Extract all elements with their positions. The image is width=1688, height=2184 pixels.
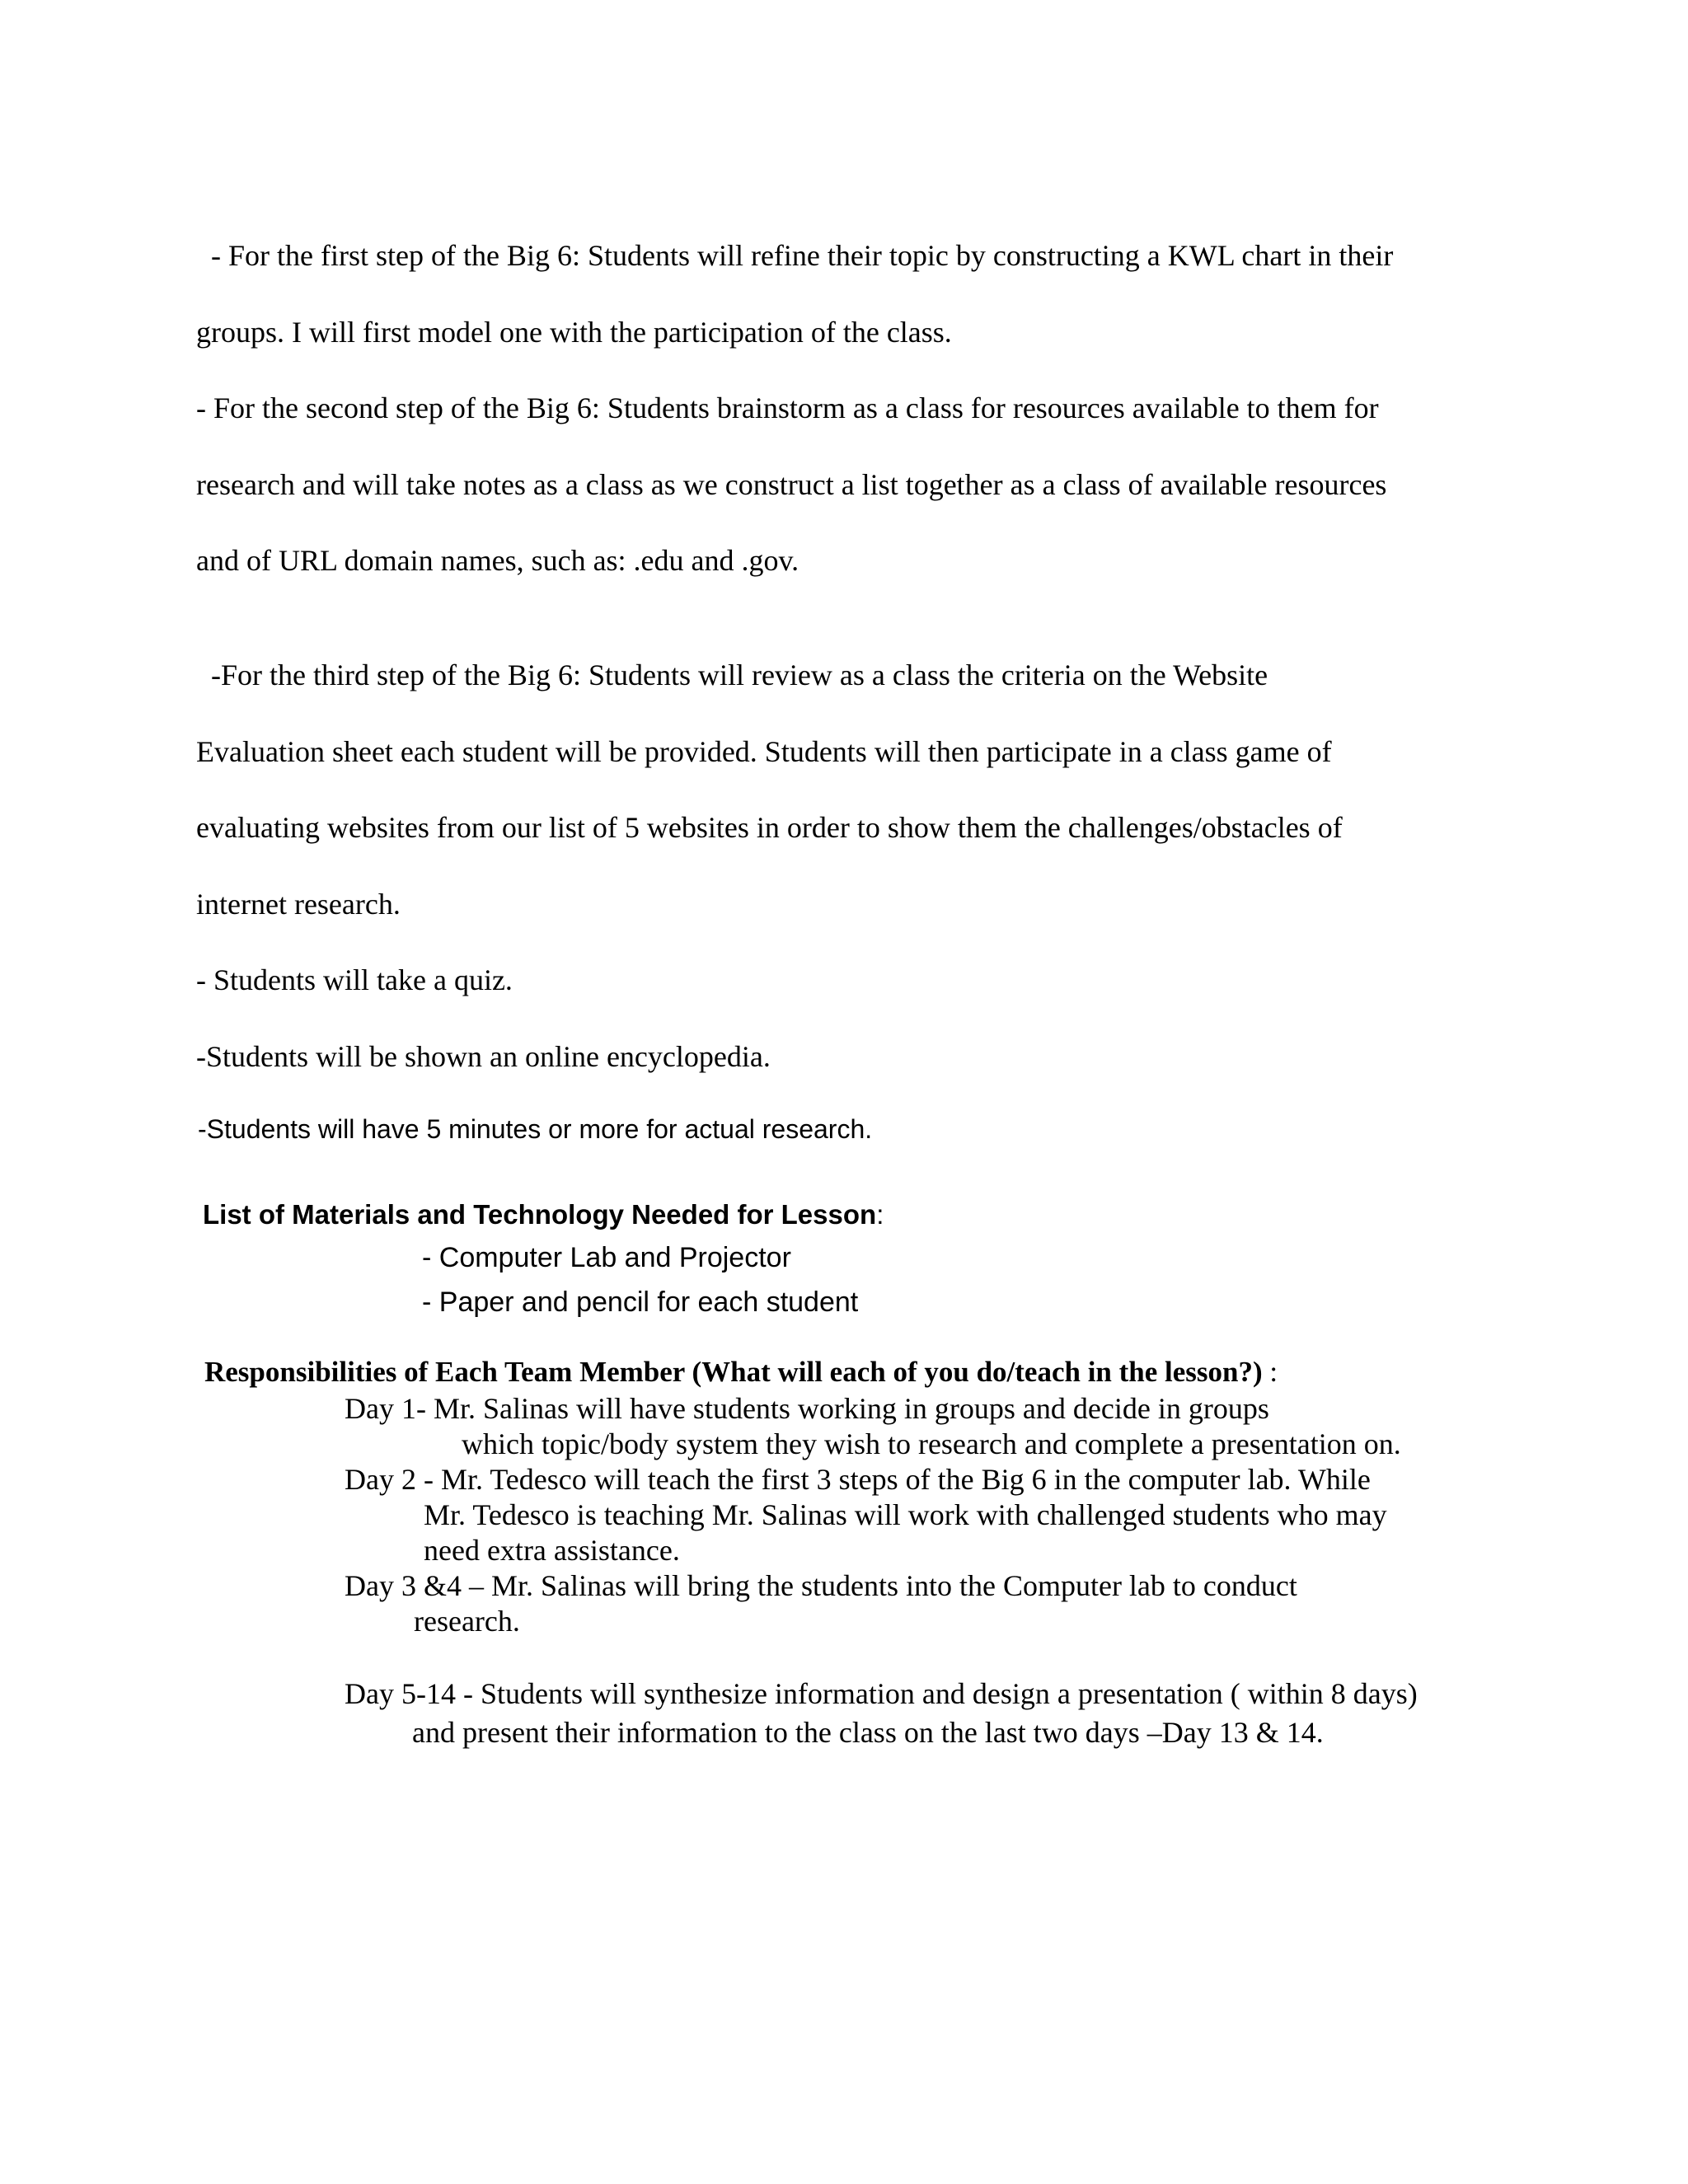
day34-line2: research.	[414, 1605, 520, 1638]
step2-line3: and of URL domain names, such as: .edu and .gov.	[196, 544, 799, 577]
day514-line2: and present their information to the class on the last two days –Day 13 & 14.	[412, 1716, 1324, 1749]
step2-line2: research and will take notes as a class as we construct a list together as a class of available resources	[196, 468, 1387, 501]
day1-line1: Day 1- Mr. Salinas will have students working in groups and decide in groups	[345, 1392, 1269, 1425]
step2-line1: - For the second step of the Big 6: Students brainstorm as a class for resources available to them for	[196, 391, 1379, 424]
step1-line2: groups. I will first model one with the participation of the class.	[196, 316, 952, 349]
materials-item: - Computer Lab and Projector	[422, 1242, 791, 1273]
research-time-line: -Students will have 5 minutes or more for actual research.	[198, 1114, 873, 1144]
materials-heading	[203, 1198, 884, 1231]
day34-line1: Day 3 &4 – Mr. Salinas will bring the students into the Computer lab to conduct	[345, 1569, 1297, 1602]
materials-heading-text: List of Materials and Technology Needed for Lesson	[203, 1199, 877, 1230]
step3-line3: evaluating websites from our list of 5 websites in order to show them the challenges/obstacles of	[196, 811, 1343, 844]
step3-line4: internet research.	[196, 888, 401, 921]
day2-line1: Day 2 - Mr. Tedesco will teach the first 3 steps of the Big 6 in the computer lab. While	[345, 1463, 1371, 1496]
step1-line1: - For the first step of the Big 6: Students will refine their topic by constructing a KWL chart in their	[211, 239, 1394, 272]
day514-line1: Day 5-14 - Students will synthesize information and design a presentation ( within 8 days)	[345, 1677, 1418, 1710]
day1-line2: which topic/body system they wish to research and complete a presentation on.	[462, 1427, 1401, 1460]
responsibilities-heading-colon: :	[1262, 1356, 1278, 1388]
step3-line1: -For the third step of the Big 6: Students will review as a class the criteria on the Website	[211, 658, 1268, 691]
step3-line2: Evaluation sheet each student will be provided. Students will then participate in a class game of	[196, 735, 1332, 768]
materials-heading-colon: :	[876, 1199, 884, 1230]
encyclopedia-line: -Students will be shown an online encyclopedia.	[196, 1040, 771, 1073]
quiz-line: - Students will take a quiz.	[196, 963, 513, 996]
materials-item: - Paper and pencil for each student	[422, 1286, 859, 1318]
responsibilities-heading-text: Responsibilities of Each Team Member (What will each of you do/teach in the lesson?)	[204, 1356, 1263, 1388]
day2-line2: Mr. Tedesco is teaching Mr. Salinas will work with challenged students who may	[424, 1498, 1387, 1531]
day2-line3: need extra assistance.	[424, 1534, 680, 1567]
responsibilities-heading	[204, 1356, 1278, 1389]
